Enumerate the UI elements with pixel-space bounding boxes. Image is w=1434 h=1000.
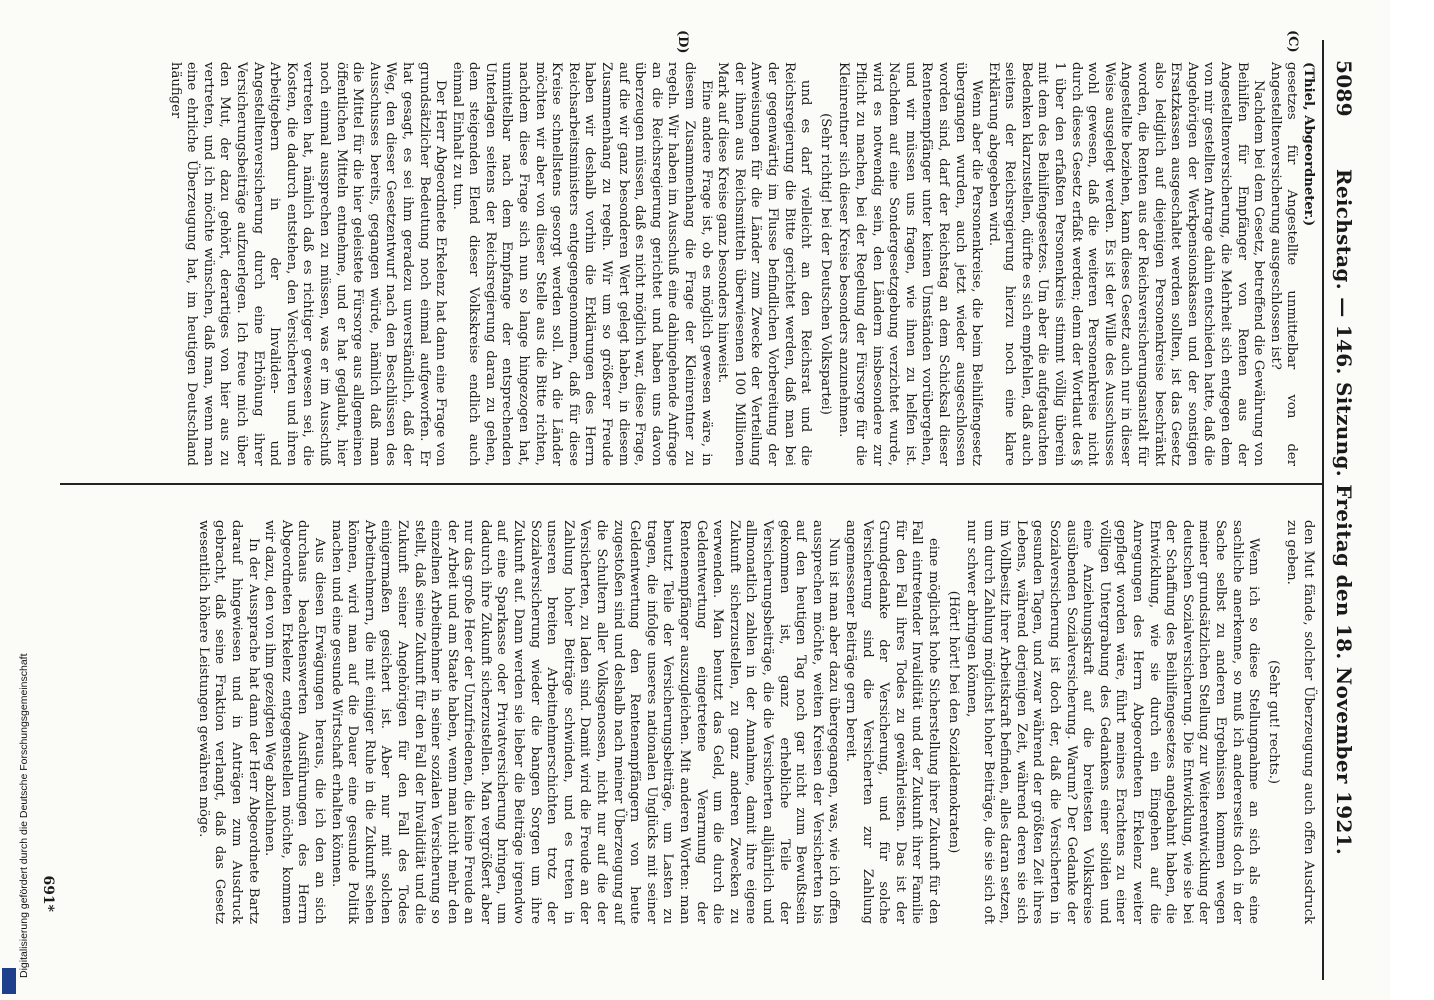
left-column-paragraph: Der Herr Abgeordnete Erkelenz hat dann eine Frage von grundsätzlicher Bedeutung noch einmal aufgeworfen. Er hat gesagt, es sei ihm geradezu unverständlich, daß der Weg, den dieser Gesetzentwurf nach den Beschlüssen des Ausschusses bereits, gegangen würde, nämlich daß man die Mittel für die hier geleistete Fürsorge aus allgemeinen öffentlichen Mitteln entnehme, und er hat geglaubt, hier noch einmal aussprechen zu müssen, was er im Ausschuß vertreten hat, nämlich daß es richtiger gewesen sei, die Kosten, die dadurch entstehen, den Versicherten und ihren Arbeitgebern in der Invaliden- und Angestelltenversicherung durch eine Erhöhung ihrer Versicherungsbeiträge aufzuerlegen. Ich freue mich über den Mut, der dazu gehört, derartiges von hier aus zu vertreten, und ich möchte wünschen, daß man, wenn man eine ehrliche Überzeugung hat, im heutigen Deutschland häufiger xyxy=(167,62,449,466)
speaker-name: (Thiel, Abgeordneter.) xyxy=(1301,62,1316,227)
right-column-paragraph: (Sehr gut! rechts.) xyxy=(1265,659,1281,785)
right-column-paragraph: den Mut fände, solcher Überzeugung auch offen Ausdruck zu geben. xyxy=(1284,520,1316,924)
left-column-paragraph: und es darf vielleicht an den Reichsrat und die Reichsregierung die Bitte gerichtet werden, daß man bei der gegenwärtig im Flusse befindlichen Vorbereitung der Anweisungen für die Länder zum Zwecke der Verteilung der ihnen aus Reichsmitteln überwiesenen 100 Millionen Mark auf diese Kreise ganz besonders hinweist. xyxy=(715,62,814,466)
right-column-paragraph: In der Aussprache hat dann der Herr Abgeordnete Bartz darauf hingewiesen und in Anträgen zum Ausdruck gebracht, daß seine Fraktion verlangt, daß das Gesetz wesentlich höhere Leistungen gewähren möge. xyxy=(195,520,261,924)
left-column xyxy=(166,62,1316,466)
dfg-logo xyxy=(2,968,16,994)
left-column-paragraph: Eine andere Frage ist, ob es möglich gewesen wäre, in diesem Zusammenhang die Frage der Kleinrentner zu regeln. Wir haben im Ausschuß eine dahingehende Anfrage an die Reichsregierung gerichtet und haben uns davon überzeugen müssen, daß es nicht möglich war, diese Frage, auf die wir ganz besonderen Wert gelegt haben, in diesem Zusammenhang zu regeln. Wir um so größerer Freude haben wir deshalb vorhin die Erklärungen des Herrn Reichsarbeitsministers entgegengenommen, daß für diese Kreise schnellstens gesorgt werden soll. An die Länder möchten wir aber von dieser Stelle aus die Bitte richten, nachdem diese Frage sich nun so lange hingezogen hat, unmittelbar nach dem Empfange der entsprechenden Unterlagen seitens der Reichsregierung daran zu gehen, dem steigenden Elend dieser Volkskreise endlich auch einmal Einhalt zu tun. xyxy=(449,62,714,466)
left-column-paragraph: Wenn aber die Personenkreise, die beim Beihilfengesetz übergangen wurden, auch jetzt wieder ausgeschlossen worden sind, darf der Reichstag an dem Schicksal dieser Rentenempfänger unter keinen Umständen vorübergehen, und wir müssen uns fragen, wie ihnen zu helfen ist. Nachdem auf eine Sondergesetzgebung verzichtet wurde, wird es notwendig sein, den Ländern insbesondere zur Pflicht zu machen, bei der Regelung der Fürsorge für die Kleinrentner sich dieser Kreise besonders anzunehmen. xyxy=(836,62,985,466)
margin-mark-c: (C) xyxy=(1285,30,1300,53)
page-number-left: 5089 xyxy=(1332,60,1356,117)
left-column-paragraph: Nachdem bei dem Gesetz, betreffend die Gewährung von Beihilfen für Empfänger von Renten aus der Angestelltenversicherung, die Mehrheit sich entgegen dem von mir gestellten Antrage dahin entschieden hatte, daß die Angehörigen der Werkpensionskassen und der sonstigen Ersatzkassen ausgeschaltet werden sollten, ist das Gesetz also lediglich auf diejenigen Personenkreise beschränkt worden, die Renten aus der Reichsversicherungsanstalt für Angestellte beziehen, kann dieses Gesetz auch nur in dieser Weise ausgelegt werden. Es ist der Wille des Ausschusses wohl gewesen, daß die weiteren Personenkreise nicht durch dieses Gesetz erfaßt werden; denn der Wortlaut des § 1 über den erfaßten Personenkreis stimmt völlig überein mit dem des Beihilfengesetzes. Um aber die aufgetauchten Bedenken klarzustellen, dürfte es sich empfehlen, daß auch seitens der Reichsregierung hierzu noch eine klare Erklärung abgegeben wird. xyxy=(985,62,1267,466)
right-column-paragraph: (Hört! hört! bei den Sozialdemokraten) xyxy=(945,590,961,854)
right-column xyxy=(194,520,1316,924)
digitization-note: Digitalisierung gefördert durch die Deutsche Forschungsgemeinschaft xyxy=(18,653,30,978)
margin-mark-d: (D) xyxy=(675,30,690,54)
header-rule xyxy=(1322,40,1324,980)
left-column-paragraph: gesetzes für Angestellte unmittelbar von der Angestelltenversicherung ausgeschlossen ist? xyxy=(1267,62,1300,466)
left-column-paragraph: (Sehr richtig! bei der Deutschen Volkspartei) xyxy=(817,113,833,415)
page-header xyxy=(1326,60,1362,964)
right-column-paragraph: eine möglichst hohe Sicherstellung ihrer Zukunft für den Fall eintretender Invalidität und der Zukunft ihrer Familie für den Fall ihres Todes zu gewährleisten. Das ist der Grundgedanke der Versicherung, und für solche Versicherung sind die Versicherten zur Zahlung angemessener Beiträge gern bereit. xyxy=(842,520,941,924)
column-divider xyxy=(60,483,1322,485)
page-title: Reichstag. — 146. Sitzung. Freitag den 18. November 1921. xyxy=(1332,168,1356,856)
digitization-footer xyxy=(8,0,30,1000)
right-column-paragraph: Wenn ich so diese Stellungnahme an sich als eine sachliche anerkenne, so muß ich andererseits doch in der Sache selbst zu anderen Ergebnissen kommen wegen meiner grundsätzlichen Stellung zur Weiterentwicklung der deutschen Sozialversicherung. Die Entwicklung, wie sie bei der Schaffung des Beihilfengesetzes angebahnt haben, die Entwicklung, wie sie durch ein Eingehen auf die Anregungen des Herrn Abgeordneten Erkelenz weiter gepflegt worden wäre, führt meines Erachtens zu einer völligen Untergrabung des Gedankens einer soliden und eine Anziehungskraft auf die breitesten Volkskreise ausübenden Sozialversicherung. Warum? Der Gedanke der Sozialversicherung ist doch der, daß die Versicherten in gesunden Tagen, und zwar während der größten Zeit ihres Lebens, während derjenigen Zeit, während deren sie sich im Vollbesitz ihrer Arbeitskraft befinden, alles daran setzen, um durch Zahlung möglichst hoher Beiträge, die sie sich oft nur schwer abringen können, xyxy=(964,520,1262,924)
right-column-paragraph: Nun ist man aber dazu übergegangen, was, wie ich offen aussprechen möchte, weiten Kreisen der Versicherten bis auf den heutigen Tag noch gar nicht zum Bewußtsein gekommen ist, ganz erhebliche Teile der Versicherungsbeiträge, die die Versicherten alljährlich und allmonatlich zahlen in der Annahme, damit ihre eigene Zukunft sicherzustellen, zu ganz anderen Zwecken zu verwenden. Man benutzt das Geld, um die durch die Geldentwertung eingetretene Verarmung der Rentenempfänger auszugleichen. Mit anderen Worten: man benutzt Teile der Versicherungsbeiträge, um Lasten zu tragen, die infolge unseres nationalen Unglücks mit seiner Geldentwertung den Rentenempfängern von heute zugestoßen sind und deshalb nach meiner Überzeugung auf die Schultern aller Volksgenossen, nicht nur auf die der Versicherten, zu laden sind. Damit wird die Freude an der Zahlung hoher Beiträge schwinden, und es treten in unseren breiten Arbeitnehmerschichten trotz der Sozialversicherung wieder die bangen Sorgen um ihre Zukunft auf. Dann werden sie lieber die Beiträge irgendwo auf eine Sparkasse oder Privatversicherung bringen, um dadurch ihre Zukunft sicherzustellen. Man vergrößert aber nur das große Heer der Unzufriedenen, die keine Freude an der Arbeit und am Staate haben, wenn man nicht mehr den einzelnen Arbeitnehmer in seiner sozialen Versicherung so stellt, daß seine Zukunft für den Fall der Invalidität und die Zukunft seiner Angehörigen für den Fall des Todes einigermaßen gesichert ist. Aber nur mit solchen Arbeitnehmern, die mit einiger Ruhe in die Zukunft sehen können, wird man auf die Dauer eine gesunde Politik machen und eine gesunde Wirtschaft erhalten können. xyxy=(328,520,842,924)
sheet-number: 691* xyxy=(40,875,56,912)
right-column-paragraph: Aus diesen Erwägungen heraus, die ich den an sich durchaus beachtenswerten Ausführungen des Herrn Abgeordneten Erkelenz entgegenstellen möchte, kommen wir dazu, den von ihm gezeigten Weg abzulehnen. xyxy=(262,520,327,924)
